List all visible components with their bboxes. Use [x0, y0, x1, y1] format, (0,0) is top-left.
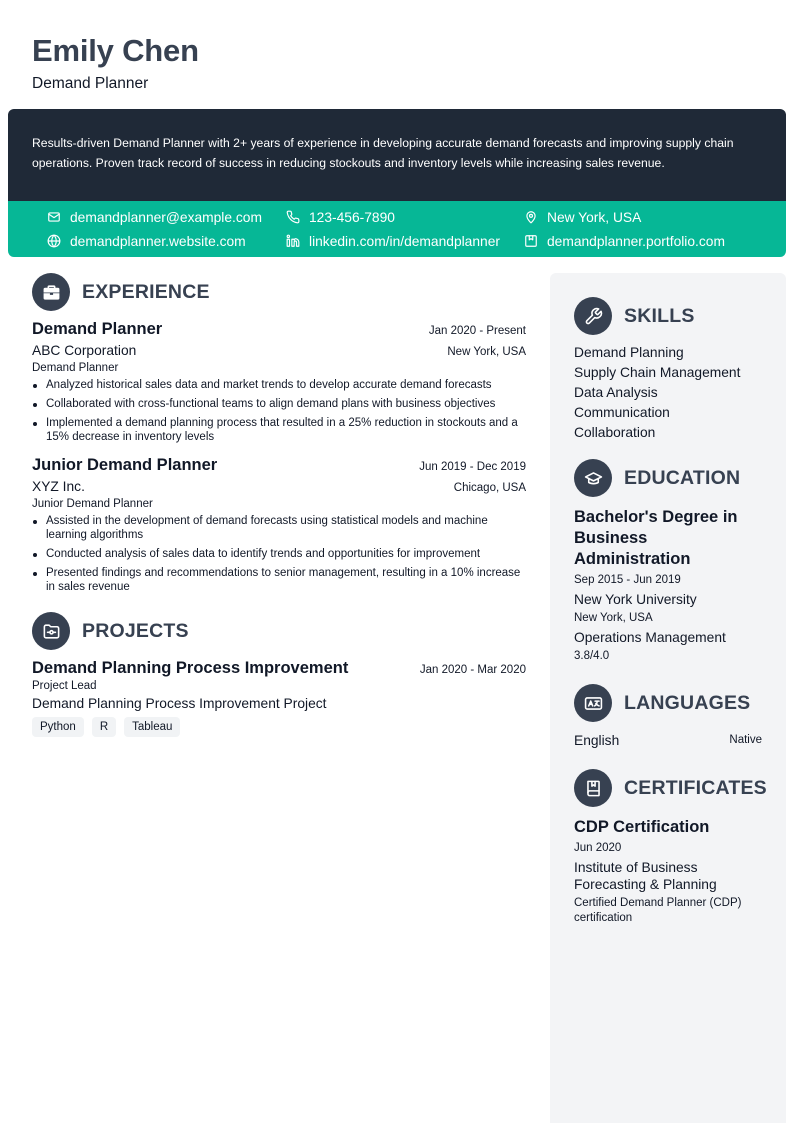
contact-portfolio-text: demandplanner.portfolio.com	[547, 233, 725, 249]
contact-linkedin[interactable]	[286, 232, 500, 250]
job-bullet: Implemented a demand planning process that resulted in a 25% reduction in stockouts and a 15% decrease in inventory levels	[32, 416, 526, 444]
job-date: Jun 2019 - Dec 2019	[419, 461, 526, 473]
languages-section	[574, 684, 762, 749]
skills-heading	[574, 297, 762, 335]
project-role: Project Lead	[32, 680, 97, 692]
skills-title: SKILLS	[624, 304, 695, 327]
company-name: XYZ Inc.	[32, 479, 85, 494]
job-title: Junior Demand Planner	[32, 456, 218, 474]
job-role: Junior Demand Planner	[32, 498, 153, 510]
contact-email[interactable]	[47, 208, 262, 226]
globe-icon	[47, 234, 61, 248]
certificates-section	[574, 769, 767, 926]
linkedin-icon	[286, 234, 300, 248]
job-bullet: Presented findings and recommendations to senior management, resulting in a 10% increase in sales revenue	[32, 566, 526, 594]
education-section	[574, 459, 762, 664]
portfolio-icon	[524, 234, 538, 248]
book-icon	[584, 779, 603, 798]
language-name: English	[574, 733, 620, 748]
project-description: Demand Planning Process Improvement Project	[32, 696, 327, 711]
job-bullets	[32, 514, 526, 594]
sidebar	[550, 273, 786, 1123]
certificate-description: Certified Demand Planner (CDP) certification	[574, 897, 742, 924]
job-location: New York, USA	[447, 346, 526, 358]
folder-icon	[42, 622, 61, 641]
job-bullet: Conducted analysis of sales data to identify trends and opportunities for improvement	[32, 547, 526, 561]
project-title: Demand Planning Process Improvement	[32, 659, 349, 677]
candidate-name: Emily Chen	[32, 33, 199, 68]
education-icon-wrap	[574, 459, 612, 497]
project-tags	[32, 717, 526, 737]
project-date: Jan 2020 - Mar 2020	[419, 664, 526, 676]
languages-title: LANGUAGES	[624, 691, 751, 714]
skill-item: Data Analysis	[574, 385, 658, 400]
summary-section	[8, 109, 786, 201]
experience-heading	[32, 273, 526, 311]
certificate-date: Jun 2020	[574, 842, 622, 854]
education-location: New York, USA	[574, 612, 653, 624]
languages-heading	[574, 684, 762, 722]
skills-icon-wrap	[574, 297, 612, 335]
certificates-title: CERTIFICATES	[624, 776, 767, 799]
job-bullet: Assisted in the development of demand forecasts using statistical models and machine learning algorithms	[32, 514, 526, 542]
project-entry	[32, 659, 526, 737]
education-title: EDUCATION	[624, 466, 741, 489]
language-level: Native	[729, 734, 762, 746]
experience-entry	[32, 456, 526, 594]
company-name: ABC Corporation	[32, 343, 137, 358]
project-tag: Python	[32, 717, 84, 737]
mail-icon	[47, 210, 61, 224]
candidate-title: Demand Planner	[32, 75, 149, 92]
job-title: Demand Planner	[32, 320, 163, 338]
contact-website[interactable]	[47, 232, 246, 250]
contact-portfolio[interactable]	[524, 232, 725, 250]
map-pin-icon	[524, 210, 538, 224]
job-bullet: Analyzed historical sales data and market trends to develop accurate demand forecasts	[32, 378, 526, 392]
summary-text: Results-driven Demand Planner with 2+ years of experience in developing accurate demand forecasts and improving supply chain operations. Proven track record of success in reducing stockouts and inventory levels while increasing sales revenue.	[32, 136, 734, 170]
skills-section	[574, 297, 762, 443]
wrench-icon	[584, 307, 603, 326]
job-role: Demand Planner	[32, 362, 119, 374]
language-row	[574, 732, 762, 749]
project-tag: Tableau	[124, 717, 180, 737]
certificates-heading	[574, 769, 767, 807]
project-tag: R	[92, 717, 116, 737]
graduation-cap-icon	[584, 469, 603, 488]
experience-icon-wrap	[32, 273, 70, 311]
contact-linkedin-text: linkedin.com/in/demandplanner	[309, 233, 500, 249]
certificate-title: CDP Certification	[574, 818, 710, 836]
projects-heading	[32, 612, 526, 650]
experience-title: EXPERIENCE	[82, 280, 210, 303]
education-gpa: 3.8/4.0	[574, 650, 610, 662]
education-degree: Bachelor's Degree in Business Administration	[574, 508, 738, 568]
education-school: New York University	[574, 592, 697, 607]
skill-item: Communication	[574, 405, 670, 420]
contact-website-text: demandplanner.website.com	[70, 233, 246, 249]
contact-email-text: demandplanner@example.com	[70, 209, 262, 225]
job-location: Chicago, USA	[453, 482, 526, 494]
translate-icon	[584, 694, 603, 713]
certificate-issuer: Institute of Business Forecasting & Planning	[574, 860, 717, 892]
job-date: Jan 2020 - Present	[428, 325, 526, 337]
main-column	[32, 273, 526, 737]
contact-phone-text: 123-456-7890	[309, 209, 395, 225]
education-heading	[574, 459, 762, 497]
phone-icon	[286, 210, 300, 224]
contact-phone[interactable]	[286, 208, 395, 226]
briefcase-icon	[42, 283, 61, 302]
job-bullets	[32, 378, 526, 444]
experience-entry	[32, 320, 526, 444]
contact-location	[524, 208, 641, 226]
skill-item: Collaboration	[574, 425, 656, 440]
certificates-icon-wrap	[574, 769, 612, 807]
skill-item: Supply Chain Management	[574, 365, 741, 380]
contact-location-text: New York, USA	[547, 209, 642, 225]
skill-item: Demand Planning	[574, 345, 684, 360]
projects-icon-wrap	[32, 612, 70, 650]
languages-icon-wrap	[574, 684, 612, 722]
projects-title: PROJECTS	[82, 619, 189, 642]
job-bullet: Collaborated with cross-functional teams to align demand plans with business objectives	[32, 397, 526, 411]
education-date: Sep 2015 - Jun 2019	[574, 574, 681, 586]
education-field: Operations Management	[574, 630, 726, 645]
resume-header	[32, 34, 199, 93]
contact-bar	[8, 201, 786, 257]
